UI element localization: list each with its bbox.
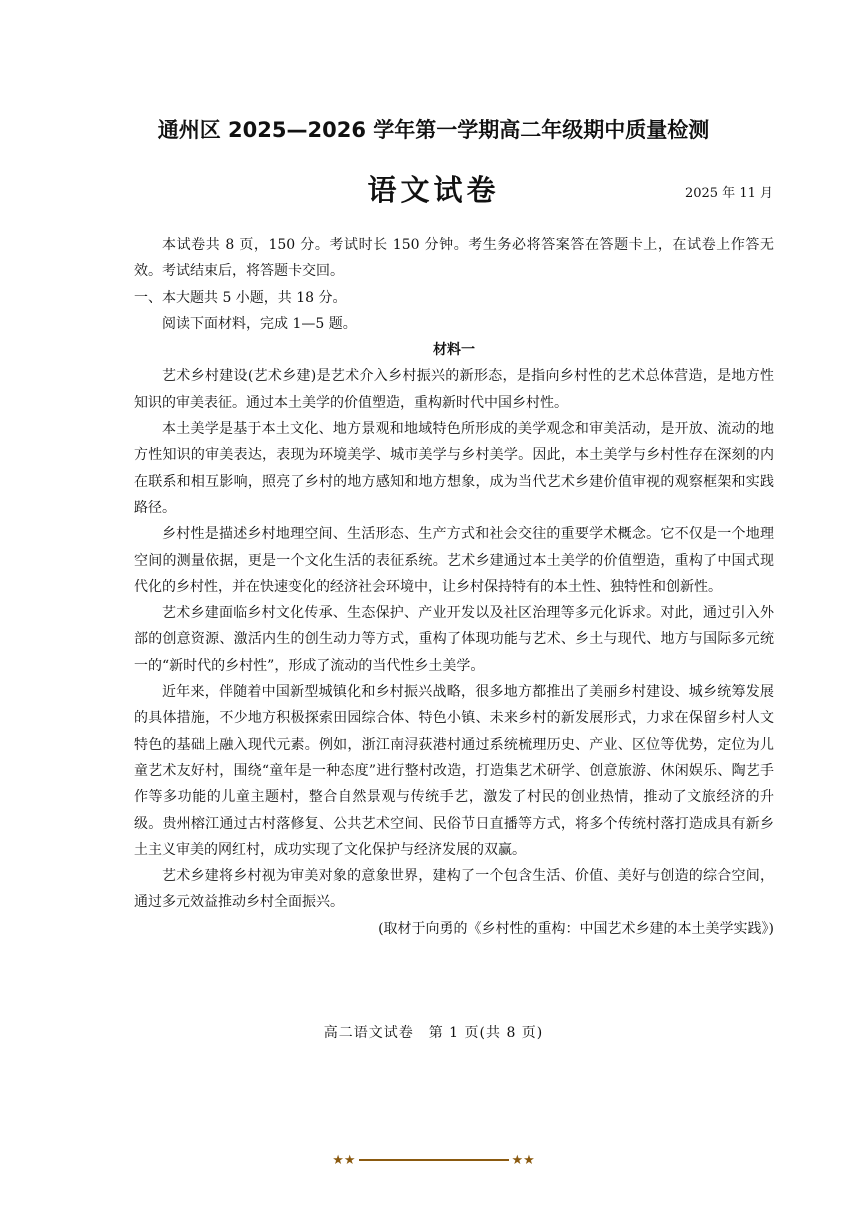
paragraph: 艺术乡建面临乡村文化传承、生态保护、产业开发以及社区治理等多元化诉求。对此，通过引入外部的创意资源、激活内生的创生动力等方式，重构了体现功能与艺术、乡土与现代、地方与国际多元统一的“新时代的乡村性”，形成了流动的当代性乡土美学。	[134, 605, 774, 674]
page-footer: 高二语文试卷 第 1 页(共 8 页)	[323, 1025, 544, 1041]
material-title: 材料一	[433, 342, 475, 359]
exam-date: 2025 年 11 月	[684, 186, 773, 201]
subject-title: 语文试卷	[367, 173, 500, 207]
decorative-divider	[0, 1150, 867, 1170]
divider-line	[359, 1159, 509, 1161]
exam-content	[134, 232, 774, 942]
subject-row	[0, 168, 867, 208]
exam-title: 通州区 2025—2026 学年第一学期高二年级期中质量检测	[157, 118, 710, 142]
paragraph: 艺术乡建将乡村视为审美对象的意象世界，建构了一个包含生活、价值、美好与创造的综合空间，通过多元效益推动乡村全面振兴。	[134, 868, 774, 911]
source-citation: (取材于向勇的《乡村性的重构：中国艺术乡建的本土美学实践》)	[378, 920, 774, 937]
section-heading: 一、本大题共 5 小题，共 18 分。	[134, 289, 347, 306]
paragraph: 艺术乡村建设(艺术乡建)是艺术介入乡村振兴的新形态，是指向乡村性的艺术总体营造，是地方性知识的审美表征。通过本土美学的价值塑造，重构新时代中国乡村性。	[134, 368, 774, 411]
star-icon: ★★	[511, 1152, 535, 1168]
paragraph: 近年来，伴随着中国新型城镇化和乡村振兴战略，很多地方都推出了美丽乡村建设、城乡统筹发展的具体措施，不少地方积极探索田园综合体、特色小镇、未来乡村的新发展形式，力求在保留乡村人文特色的基础上融入现代元素。例如，浙江南浔荻港村通过系统梳理历史、产业、区位等优势，定位为儿童艺术友好村，围绕“童年是一种态度”进行整村改造，打造集艺术研学、创意旅游、休闲娱乐、陶艺手作等多功能的儿童主题村，整合自然景观与传统手艺，激发了村民的创业热情，推动了文旅经济的升级。贵州榕江通过古村落修复、公共艺术空间、民俗节日直播等方式，将多个传统村落打造成具有新乡土主义审美的网红村，成功实现了文化保护与经济发展的双赢。	[134, 684, 774, 858]
instructions: 本试卷共 8 页，150 分。考试时长 150 分钟。考生务必将答案答在答题卡上，在试卷上作答无效。考试结束后，将答题卡交回。	[134, 237, 774, 280]
paragraph: 乡村性是描述乡村地理空间、生活形态、生产方式和社会交往的重要学术概念。它不仅是一个地理空间的测量依据，更是一个文化生活的表征系统。艺术乡建通过本土美学的价值塑造，重构了中国式现代化的乡村性，并在快速变化的经济社会环境中，让乡村保持特有的本土性、独特性和创新性。	[134, 526, 774, 595]
paragraph: 本土美学是基于本土文化、地方景观和地域特色所形成的美学观念和审美活动，是开放、流动的地方性知识的审美表达，表现为环境美学、城市美学与乡村美学。因此，本土美学与乡村性存在深刻的内在联系和相互影响，照亮了乡村的地方感知和地方想象，成为当代艺术乡建价值审视的观察框架和实践路径。	[134, 421, 774, 516]
star-icon: ★★	[332, 1152, 356, 1168]
reading-directive: 阅读下面材料，完成 1—5 题。	[162, 315, 357, 332]
